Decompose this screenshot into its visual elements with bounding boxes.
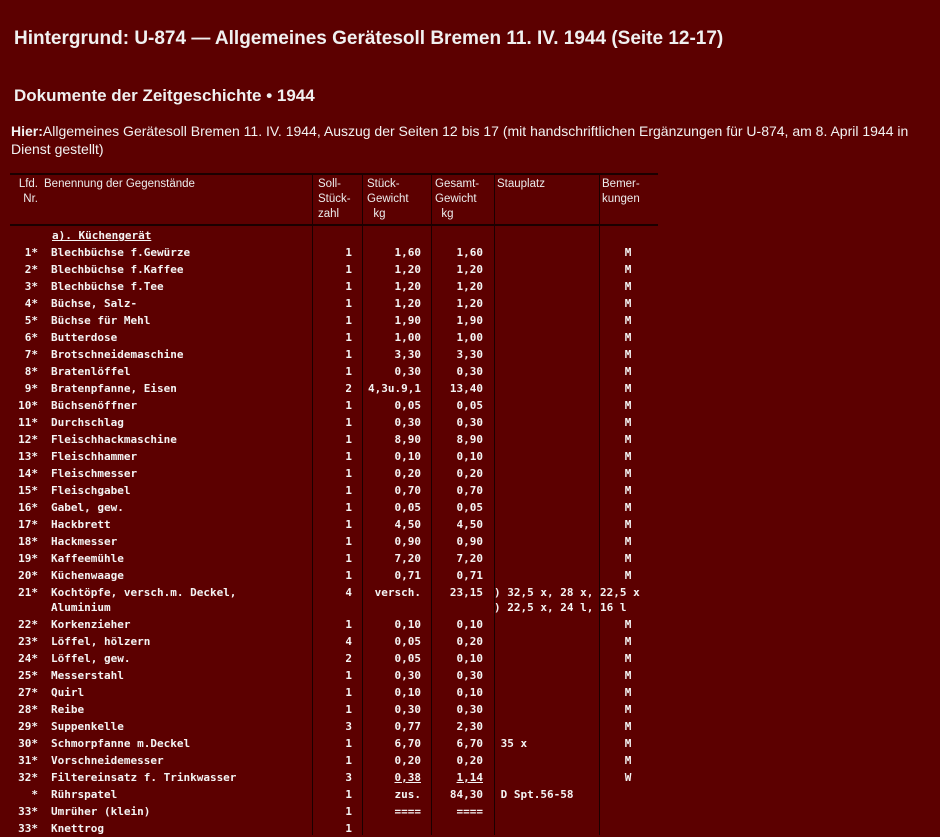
item-total-weight: 8,90	[456, 433, 483, 446]
item-quantity: 1	[345, 365, 352, 378]
item-unit-weight: 0,05	[394, 635, 421, 648]
item-remark: M	[624, 365, 632, 378]
row-number: 11*	[18, 416, 38, 429]
item-total-weight: 0,05	[456, 501, 483, 514]
item-name: Korkenzieher	[51, 618, 131, 631]
table-row	[10, 786, 670, 803]
item-total-weight: 0,30	[456, 669, 483, 682]
item-name: Hackbrett	[51, 518, 111, 531]
item-name: Blechbüchse f.Kaffee	[51, 263, 184, 276]
item-quantity: 1	[345, 703, 352, 716]
header-soll-stueckzahl: Soll- Stück- zahl	[318, 178, 351, 220]
item-quantity: 1	[345, 618, 352, 631]
item-total-weight: 84,30	[449, 788, 483, 801]
table-row	[10, 769, 670, 786]
item-remark: M	[624, 399, 632, 412]
item-name: Löffel, gew.	[51, 652, 131, 665]
item-unit-weight: 8,90	[394, 433, 421, 446]
header-gesamt-gewicht: Gesamt- Gewicht kg	[435, 178, 480, 220]
item-remark: M	[624, 535, 632, 548]
item-quantity: 1	[345, 348, 352, 361]
item-remark: M	[624, 297, 632, 310]
item-unit-weight: 1,00	[394, 331, 421, 344]
row-number: 18*	[18, 535, 38, 548]
row-number: 32*	[18, 771, 38, 784]
item-quantity: 1	[345, 297, 352, 310]
table-row	[10, 499, 670, 516]
item-unit-weight: 0,20	[394, 467, 421, 480]
item-unit-weight: 7,20	[394, 552, 421, 565]
item-quantity: 1	[345, 399, 352, 412]
item-unit-weight: 4,50	[394, 518, 421, 531]
item-remark: M	[624, 618, 632, 631]
item-total-weight: 1,00	[456, 331, 483, 344]
item-quantity: 1	[345, 569, 352, 582]
table-row	[10, 701, 670, 718]
item-name: Rührspatel	[51, 788, 118, 801]
table-row	[10, 533, 670, 550]
item-name: Quirl	[51, 686, 85, 699]
item-total-weight: 0,70	[456, 484, 483, 497]
item-unit-weight: 0,90	[394, 535, 421, 548]
item-total-weight: 0,20	[456, 754, 483, 767]
item-remark: M	[624, 433, 632, 446]
item-name: Fleischgabel	[51, 484, 131, 497]
item-unit-weight: 0,30	[394, 365, 421, 378]
item-quantity: 1	[345, 501, 352, 514]
item-unit-weight: 1,20	[394, 297, 421, 310]
item-name: Messerstahl	[51, 669, 124, 682]
item-name: Suppenkelle	[51, 720, 124, 733]
item-unit-weight: 0,10	[394, 686, 421, 699]
item-remark: M	[624, 314, 632, 327]
table-row	[10, 312, 670, 329]
item-unit-weight: 0,20	[394, 754, 421, 767]
row-number: 23*	[18, 635, 38, 648]
item-remark: M	[624, 450, 632, 463]
row-number: 25*	[18, 669, 38, 682]
item-remark: M	[624, 280, 632, 293]
table-row	[10, 584, 670, 616]
item-name: Butterdose	[51, 331, 118, 344]
table-row	[10, 244, 670, 261]
item-quantity: 3	[345, 720, 352, 733]
item-total-weight: 1,60	[456, 246, 483, 259]
table-row	[10, 550, 670, 567]
item-remark: M	[624, 263, 632, 276]
item-quantity: 1	[345, 686, 352, 699]
intro-label: Hier:	[11, 123, 43, 139]
header-top-rule	[10, 173, 658, 175]
header-lfd-nr: Lfd. Nr.	[18, 178, 38, 205]
item-unit-weight: versch.	[374, 586, 421, 599]
table-row	[10, 633, 670, 650]
item-name: Büchsenöffner	[51, 399, 138, 412]
row-number: 16*	[18, 501, 38, 514]
table-row	[10, 684, 670, 701]
item-quantity: 1	[345, 331, 352, 344]
item-quantity: 4	[345, 635, 352, 648]
row-number: 27*	[18, 686, 38, 699]
item-unit-weight: ====	[394, 805, 421, 818]
row-number: 7*	[24, 348, 38, 361]
row-number: 19*	[18, 552, 38, 565]
table-row	[10, 820, 670, 837]
item-total-weight: 0,20	[456, 467, 483, 480]
item-name: Fleischhammer	[51, 450, 138, 463]
table-row	[10, 363, 670, 380]
item-unit-weight: 0,30	[394, 703, 421, 716]
item-name: Blechbüchse f.Tee	[51, 280, 164, 293]
row-number: 17*	[18, 518, 38, 531]
item-remark: M	[624, 331, 632, 344]
item-name: Umrüher (klein)	[51, 805, 151, 818]
item-total-weight: 1,20	[456, 280, 483, 293]
item-remark: W	[624, 771, 632, 784]
row-number: 31*	[18, 754, 38, 767]
item-unit-weight: 0,77	[394, 720, 421, 733]
item-name: Durchschlag	[51, 416, 124, 429]
item-storage: D Spt.56-58	[494, 788, 574, 801]
item-storage: 35 x	[494, 737, 528, 750]
row-number: 8*	[24, 365, 38, 378]
item-total-weight: 0,10	[456, 618, 483, 631]
section-title: Dokumente der Zeitgeschichte • 1944	[14, 86, 315, 105]
item-remark: M	[624, 501, 632, 514]
item-total-weight: 1,20	[456, 297, 483, 310]
item-total-weight: 0,05	[456, 399, 483, 412]
table-row	[10, 448, 670, 465]
item-remark: M	[624, 382, 632, 395]
row-number: 28*	[18, 703, 38, 716]
row-number: 33*	[18, 822, 38, 835]
table-row	[10, 295, 670, 312]
item-total-weight: 0,30	[456, 416, 483, 429]
item-name: Gabel, gew.	[51, 501, 124, 514]
item-quantity: 1	[345, 552, 352, 565]
item-unit-weight: 0,05	[394, 501, 421, 514]
item-remark: M	[624, 518, 632, 531]
item-total-weight: 0,10	[456, 686, 483, 699]
item-total-weight: 2,30	[456, 720, 483, 733]
item-unit-weight: 0,05	[394, 399, 421, 412]
table-row	[10, 616, 670, 633]
item-name: Schmorpfanne m.Deckel	[51, 737, 191, 750]
item-remark: M	[624, 686, 632, 699]
item-total-weight: 0,10	[456, 450, 483, 463]
item-unit-weight: 0,38	[394, 771, 421, 784]
item-name: Kaffeemühle	[51, 552, 124, 565]
item-quantity: 1	[345, 822, 352, 835]
item-total-weight: 0,90	[456, 535, 483, 548]
table-row	[10, 567, 670, 584]
item-remark: M	[624, 246, 632, 259]
row-number: 12*	[18, 433, 38, 446]
item-total-weight: 0,71	[456, 569, 483, 582]
header-bottom-rule	[10, 224, 658, 226]
item-quantity: 2	[345, 652, 352, 665]
item-name: Knettrog	[51, 822, 104, 835]
item-total-weight: 23,15	[449, 586, 483, 599]
item-total-weight: 7,20	[456, 552, 483, 565]
row-number: 24*	[18, 652, 38, 665]
item-quantity: 1	[345, 416, 352, 429]
item-name: Küchenwaage	[51, 569, 124, 582]
item-quantity: 1	[345, 467, 352, 480]
item-total-weight: 0,10	[456, 652, 483, 665]
item-name: Blechbüchse f.Gewürze	[51, 246, 191, 259]
item-remark: M	[624, 552, 632, 565]
row-number: *	[31, 788, 38, 801]
item-name: Büchse für Mehl	[51, 314, 151, 327]
table-row	[10, 482, 670, 499]
item-remark: M	[624, 652, 632, 665]
table-row	[10, 261, 670, 278]
item-quantity: 1	[345, 754, 352, 767]
table-row	[10, 346, 670, 363]
item-quantity: 1	[345, 263, 352, 276]
item-unit-weight: 1,20	[394, 280, 421, 293]
header-benennung: Benennung der Gegenstände	[44, 178, 195, 190]
item-quantity: 1	[345, 484, 352, 497]
item-unit-weight: 0,70	[394, 484, 421, 497]
item-total-weight: 6,70	[456, 737, 483, 750]
item-unit-weight: 0,05	[394, 652, 421, 665]
table-row	[10, 465, 670, 482]
table-row	[10, 329, 670, 346]
header-bemerkungen: Bemer- kungen	[602, 178, 640, 205]
item-total-weight: 0,30	[456, 703, 483, 716]
table-row	[10, 278, 670, 295]
item-total-weight: 0,30	[456, 365, 483, 378]
table-row	[10, 803, 670, 820]
intro-text: Allgemeines Gerätesoll Bremen 11. IV. 1944, Auszug der Seiten 12 bis 17 (mit handschriftlichen Ergänzungen für U-874, am 8. April 1944 in Dienst gestellt)	[11, 123, 909, 157]
item-remark: M	[624, 703, 632, 716]
item-name: Bratenlöffel	[51, 365, 131, 378]
item-quantity: 1	[345, 433, 352, 446]
item-unit-weight: zus.	[394, 788, 421, 801]
table-row	[10, 735, 670, 752]
item-remark: M	[624, 754, 632, 767]
item-total-weight: 1,20	[456, 263, 483, 276]
row-number: 21*	[18, 586, 38, 599]
item-total-weight: 13,40	[449, 382, 483, 395]
item-unit-weight: 0,30	[394, 416, 421, 429]
page-title: Hintergrund: U-874 — Allgemeines Gerätesoll Bremen 11. IV. 1944 (Seite 12-17)	[14, 28, 724, 49]
item-remark: M	[624, 467, 632, 480]
item-quantity: 1	[345, 805, 352, 818]
table-row	[10, 650, 670, 667]
section-heading-kuechengeraet: a). Küchengerät	[52, 229, 152, 242]
row-number: 5*	[24, 314, 38, 327]
item-total-weight: 3,30	[456, 348, 483, 361]
table-row	[10, 667, 670, 684]
table-row	[10, 397, 670, 414]
item-quantity: 1	[345, 450, 352, 463]
item-quantity: 1	[345, 280, 352, 293]
item-unit-weight: 4,3u.9,1	[368, 382, 421, 395]
item-name: Vorschneidemesser	[51, 754, 164, 767]
item-quantity: 1	[345, 518, 352, 531]
item-remark: M	[624, 569, 632, 582]
item-remark: M	[624, 737, 632, 750]
item-name: Bratenpfanne, Eisen	[51, 382, 177, 395]
table-row	[10, 516, 670, 533]
item-unit-weight: 6,70	[394, 737, 421, 750]
row-number: 22*	[18, 618, 38, 631]
item-remark: M	[624, 484, 632, 497]
item-name: Fleischmesser	[51, 467, 138, 480]
item-name: Filtereinsatz f. Trinkwasser	[51, 771, 237, 784]
item-name: Reibe	[51, 703, 85, 716]
item-total-weight: 0,20	[456, 635, 483, 648]
document-scan	[10, 173, 670, 835]
item-remark: M	[624, 416, 632, 429]
item-quantity: 1	[345, 246, 352, 259]
inventory-rows	[10, 229, 670, 837]
row-number: 15*	[18, 484, 38, 497]
item-remark: M	[624, 635, 632, 648]
row-number: 33*	[18, 805, 38, 818]
item-total-weight: 4,50	[456, 518, 483, 531]
header-stueck-gewicht: Stück- Gewicht kg	[367, 178, 409, 220]
item-remark: M	[624, 348, 632, 361]
item-name: Hackmesser	[51, 535, 118, 548]
table-row	[10, 718, 670, 735]
table-row	[10, 431, 670, 448]
table-row	[10, 752, 670, 769]
item-quantity: 1	[345, 314, 352, 327]
row-number: 2*	[24, 263, 38, 276]
item-name: Brotschneidemaschine	[51, 348, 184, 361]
row-number: 30*	[18, 737, 38, 750]
item-unit-weight: 1,60	[394, 246, 421, 259]
item-quantity: 4	[345, 586, 352, 599]
row-number: 3*	[24, 280, 38, 293]
item-remark: M	[624, 720, 632, 733]
row-number: 6*	[24, 331, 38, 344]
row-number: 10*	[18, 399, 38, 412]
item-unit-weight: 0,30	[394, 669, 421, 682]
item-quantity: 2	[345, 382, 352, 395]
item-unit-weight: 0,10	[394, 450, 421, 463]
row-number: 1*	[24, 246, 38, 259]
item-unit-weight: 0,10	[394, 618, 421, 631]
row-number: 9*	[24, 382, 38, 395]
item-name: Büchse, Salz-	[51, 297, 138, 310]
item-unit-weight: 0,71	[394, 569, 421, 582]
item-quantity: 1	[345, 737, 352, 750]
item-quantity: 3	[345, 771, 352, 784]
item-quantity: 1	[345, 669, 352, 682]
table-row	[10, 380, 670, 397]
row-number: 13*	[18, 450, 38, 463]
item-name: Kochtöpfe, versch.m. Deckel, Aluminium	[51, 586, 237, 614]
item-unit-weight: 1,20	[394, 263, 421, 276]
row-number: 20*	[18, 569, 38, 582]
row-number: 4*	[24, 297, 38, 310]
item-quantity: 1	[345, 788, 352, 801]
item-storage: ) 32,5 x, 28 x, 22,5 x ) 22,5 x, 24 l, 16 l	[494, 586, 640, 614]
item-total-weight: ====	[456, 805, 483, 818]
intro-paragraph	[11, 122, 940, 158]
table-row	[10, 414, 670, 431]
row-number: 29*	[18, 720, 38, 733]
item-name: Löffel, hölzern	[51, 635, 151, 648]
item-quantity: 1	[345, 535, 352, 548]
item-remark: M	[624, 669, 632, 682]
item-unit-weight: 3,30	[394, 348, 421, 361]
row-number: 14*	[18, 467, 38, 480]
item-total-weight: 1,14	[456, 771, 483, 784]
item-name: Fleischhackmaschine	[51, 433, 177, 446]
item-unit-weight: 1,90	[394, 314, 421, 327]
header-stauplatz: Stauplatz	[497, 178, 545, 190]
item-total-weight: 1,90	[456, 314, 483, 327]
